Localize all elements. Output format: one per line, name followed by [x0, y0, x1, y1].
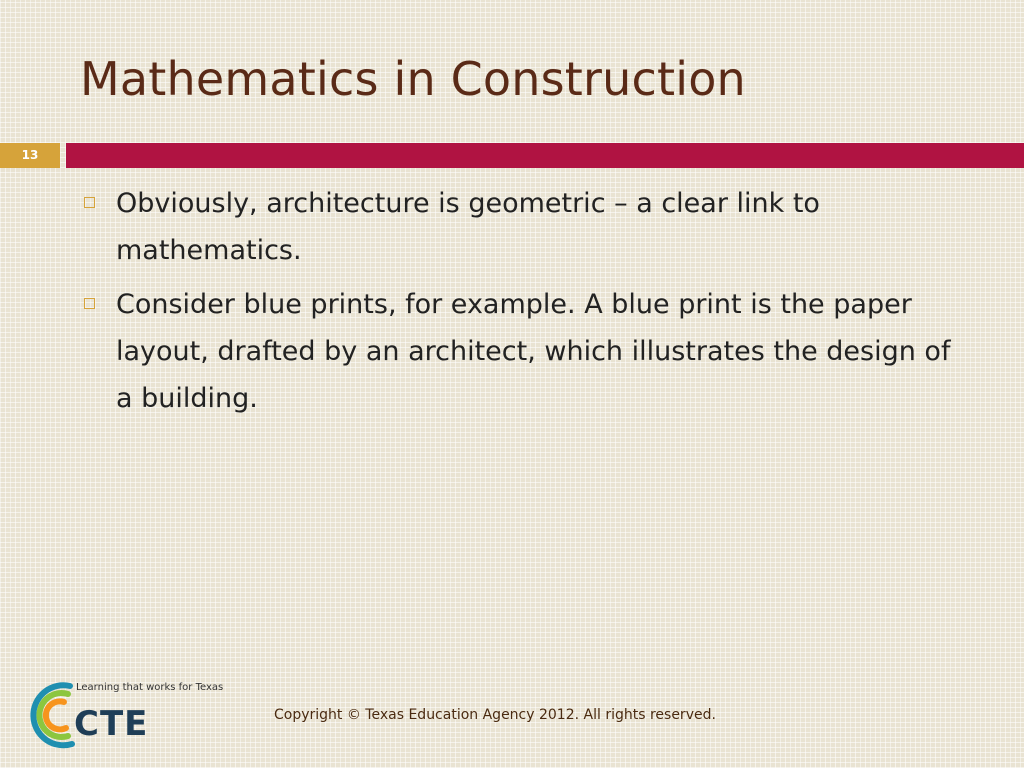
slide-number-badge [0, 143, 60, 168]
bullet-item [80, 281, 960, 422]
slide-title: Mathematics in Construction [80, 52, 746, 106]
bullet-text: Consider blue prints, for example. A blue print is the paper layout, drafted by an architect, which illustrates the design of a building. [116, 289, 951, 414]
logo-tagline: Learning that works for Texas [76, 682, 224, 693]
bullet-text: Obviously, architecture is geometric – a clear link to mathematics. [116, 188, 820, 266]
square-bullet-icon [84, 298, 95, 309]
logo-wordmark: CTE [74, 704, 149, 744]
copyright-notice: Copyright © Texas Education Agency 2012. All rights reserved. [274, 707, 716, 723]
bullet-list [80, 180, 960, 429]
slide-number: 13 [21, 148, 39, 162]
title-accent-bar [66, 143, 1024, 168]
bullet-item [80, 180, 960, 274]
square-bullet-icon [84, 197, 95, 208]
cte-logo [30, 680, 230, 750]
